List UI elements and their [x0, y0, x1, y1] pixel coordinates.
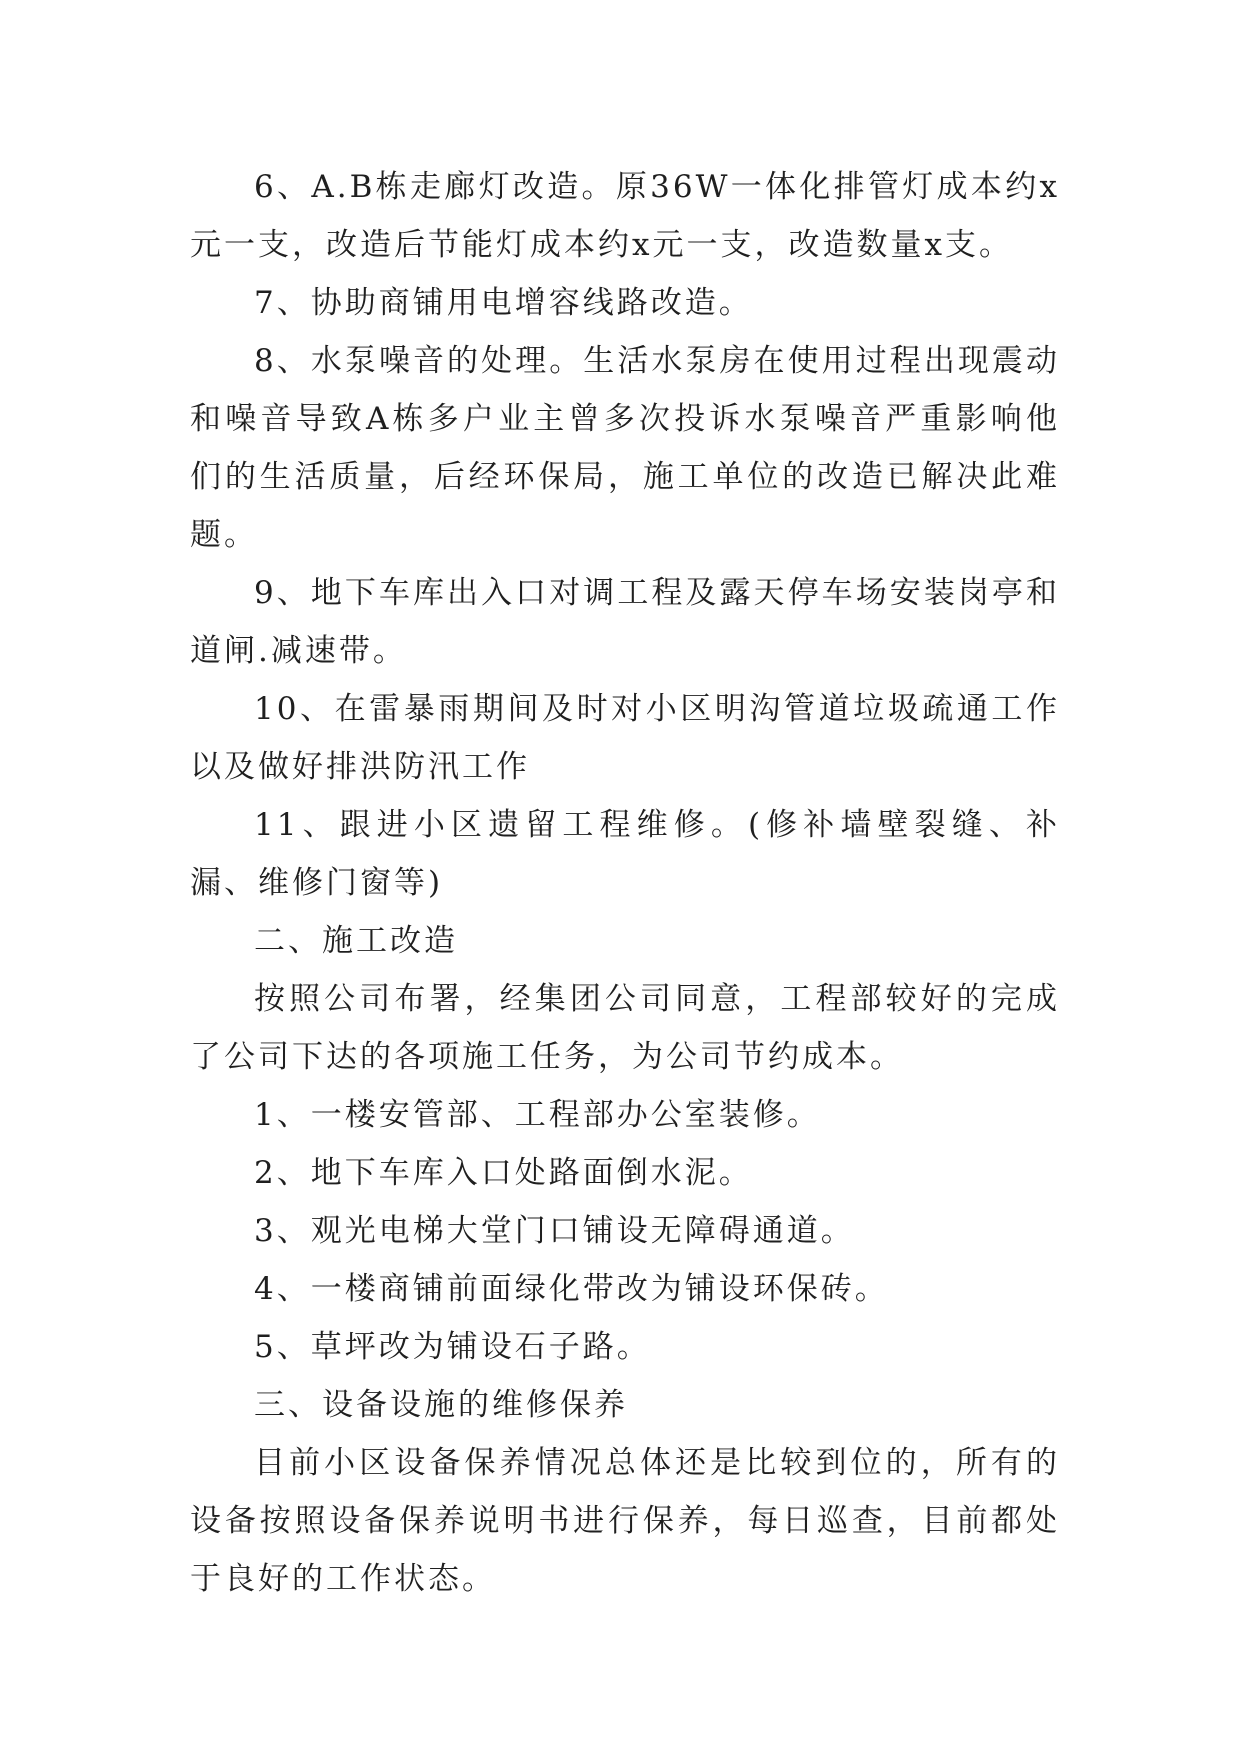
paragraph-item-8-pump-noise: 8、水泵噪音的处理。生活水泵房在使用过程出现震动和噪音导致A栋多户业主曾多次投诉水泵噪音严重影响他们的生活质量，后经环保局，施工单位的改造已解决此难题。 — [190, 343, 1060, 553]
paragraph-construction-1: 1、一楼安管部、工程部办公室装修。 — [254, 1097, 821, 1133]
paragraph-construction-3: 3、观光电梯大堂门口铺设无障碍通道。 — [254, 1213, 855, 1249]
paragraph-construction-4: 4、一楼商铺前面绿化带改为铺设环保砖。 — [254, 1271, 889, 1307]
paragraph-item-6-corridor-lights: 6、A.B栋走廊灯改造。原36W一体化排管灯成本约x元一支，改造后节能灯成本约x元一支，改造数量x支。 — [190, 169, 1060, 263]
paragraph-item-9-garage-entrance: 9、地下车库出入口对调工程及露天停车场安装岗亭和道闸.减速带。 — [190, 575, 1060, 669]
paragraph-construction-2: 2、地下车库入口处路面倒水泥。 — [254, 1155, 753, 1191]
paragraph-item-7-shop-power: 7、协助商铺用电增容线路改造。 — [254, 285, 753, 321]
section-heading-maintenance: 三、设备设施的维修保养 — [254, 1387, 628, 1423]
paragraph-item-11-legacy-repairs: 11、跟进小区遗留工程维修。(修补墙壁裂缝、补漏、维修门窗等) — [190, 807, 1060, 901]
paragraph-construction-intro: 按照公司布署，经集团公司同意，工程部较好的完成了公司下达的各项施工任务，为公司节约成本。 — [190, 981, 1060, 1075]
paragraph-maintenance-status: 目前小区设备保养情况总体还是比较到位的，所有的设备按照设备保养说明书进行保养，每日巡查，目前都处于良好的工作状态。 — [190, 1445, 1060, 1597]
paragraph-item-10-flood-prevention: 10、在雷暴雨期间及时对小区明沟管道垃圾疏通工作以及做好排洪防汛工作 — [190, 691, 1060, 785]
document-page — [190, 158, 1060, 1608]
paragraph-construction-5: 5、草坪改为铺设石子路。 — [254, 1329, 651, 1365]
section-heading-construction: 二、施工改造 — [254, 923, 458, 959]
